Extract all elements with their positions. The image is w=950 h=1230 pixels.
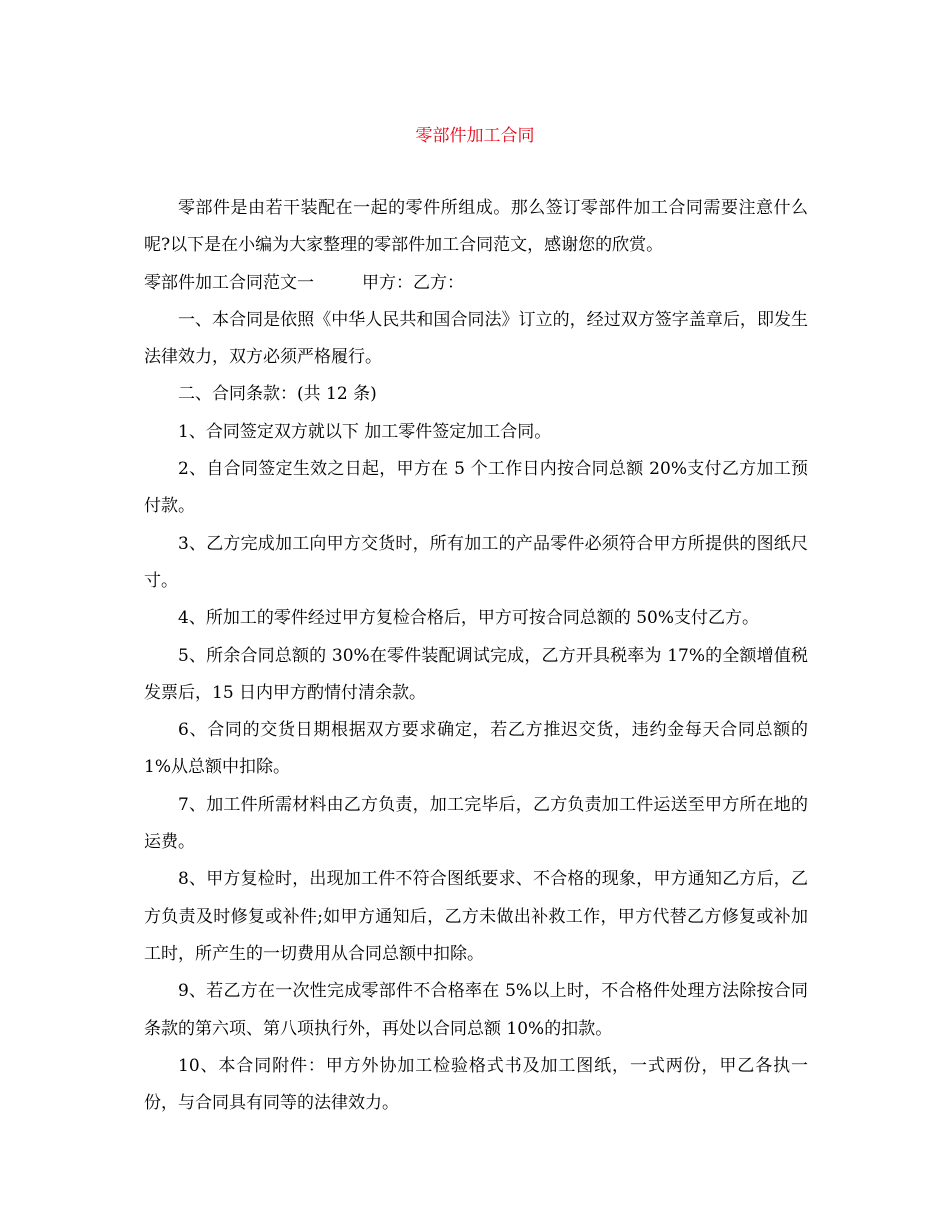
- clause-paragraph: 9、若乙方在一次性完成零部件不合格率在 5%以上时，不合格件处理方法除按合同条款的第六项、第八项执行外，再处以合同总额 10%的扣款。: [144, 981, 808, 1039]
- intro-paragraph: 零部件是由若干装配在一起的零件所组成。那么签订零部件加工合同需要注意什么呢?以下是在小编为大家整理的零部件加工合同范文，感谢您的欣赏。: [144, 198, 808, 256]
- clause-paragraph: 4、所加工的零件经过甲方复检合格后，甲方可按合同总额的 50%支付乙方。: [178, 608, 760, 629]
- clause-paragraph: 3、乙方完成加工向甲方交货时，所有加工的产品零件必须符合甲方所提供的图纸尺寸。: [144, 533, 808, 591]
- clause-paragraph: 10、本合同附件：甲方外协加工检验格式书及加工图纸，一式两份，甲乙各执一份，与合同具有同等的法律效力。: [144, 1055, 808, 1114]
- clause-paragraph: 6、合同的交货日期根据双方要求确定，若乙方推迟交货，违约金每天合同总额的 1%从总额中扣除。: [144, 720, 808, 778]
- clause-paragraph: 2、自合同签定生效之日起，甲方在 5 个工作日内按合同总额 20%支付乙方加工预付款。: [144, 459, 808, 517]
- clause-paragraph: 5、所余合同总额的 30%在零件装配调试完成，乙方开具税率为 17%的全额增值税发票后，15 日内甲方酌情付清余款。: [144, 645, 808, 703]
- parties-line: 甲方：乙方：: [362, 272, 464, 293]
- clause-paragraph: 8、甲方复检时，出现加工件不符合图纸要求、不合格的现象，甲方通知乙方后，乙方负责及时修复或补件;如甲方通知后，乙方未做出补救工作，甲方代替乙方修复或补加工时，所产生的一切费用从合同总额中扣除。: [144, 869, 808, 964]
- clause-paragraph: 1、合同签定双方就以下 加工零件签定加工合同。: [178, 421, 552, 442]
- sample-heading-line: [144, 265, 808, 302]
- clause-paragraph: 一、本合同是依照《中华人民共和国合同法》订立的，经过双方签字盖章后，即发生法律效力，双方必须严格履行。: [144, 309, 808, 368]
- document-title: 零部件加工合同: [415, 126, 535, 146]
- clause-paragraph: 7、加工件所需材料由乙方负责，加工完毕后，乙方负责加工件运送至甲方所在地的运费。: [144, 794, 808, 853]
- document-body: [144, 190, 808, 1122]
- sample-heading: 零部件加工合同范文一: [144, 272, 314, 293]
- clause-paragraph: 二、合同条款：(共 12 条): [178, 384, 377, 405]
